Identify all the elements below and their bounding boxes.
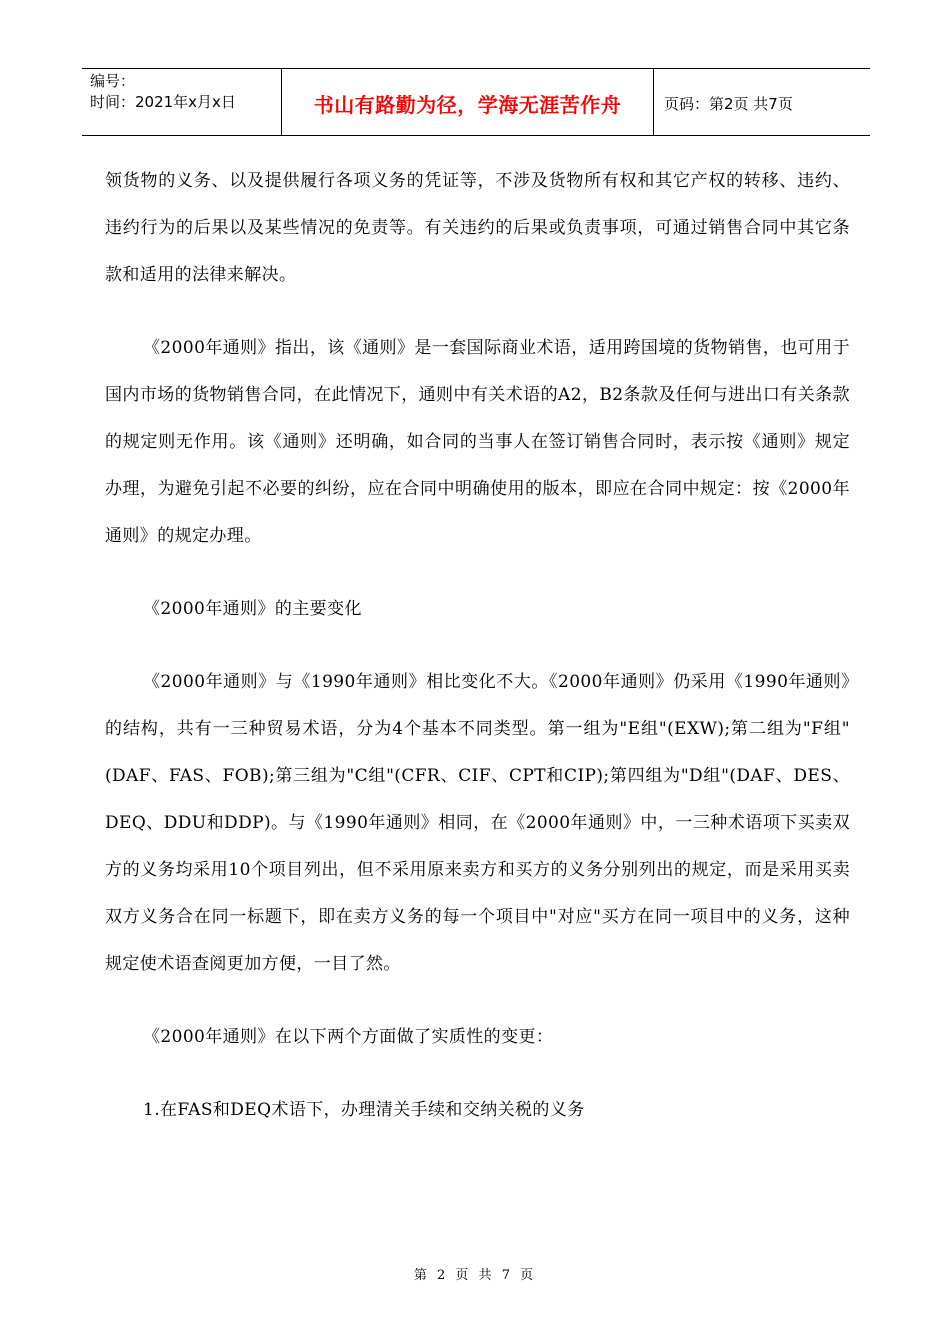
document-body <box>105 158 850 1134</box>
document-date: 时间：2021年x月x日 <box>90 93 236 111</box>
header-page-cell <box>654 69 870 135</box>
body-paragraph: 《2000年通则》指出，该《通则》是一套国际商业术语，适用跨国境的货物销售，也可用于国内市场的货物销售合同，在此情况下，通则中有关术语的A2，B2条款及任何与进出口有关条款的规定则无作用。该《通则》还明确，如合同的当事人在签订销售合同时，表示按《通则》规定办理，为避免引起不必要的纠纷，应在合同中明确使用的版本，即应在合同中规定：按《2000年通则》的规定办理。 <box>105 338 850 546</box>
document-header <box>82 68 870 136</box>
document-code-label: 编号： <box>90 72 136 90</box>
body-paragraph: 《2000年通则》与《1990年通则》相比变化不大。《2000年通则》仍采用《1990年通则》的结构，共有一三种贸易术语，分为4个基本不同类型。第一组为"E组"(EXW);第二组为"F组"(DAF、FAS、FOB);第三组为"C组"(CFR、CIF、CPT和CIP);第四组为"D组"(DAF、DES、DEQ、DDU和DDP)。与《1990年通则》相同，在《2000年通则》中，一三种术语项下买卖双方的义务均采用10个项目列出，但不采用原来卖方和买方的义务分别列出的规定，而是采用买卖双方义务合在同一标题下，即在卖方义务的每一个项目中"对应"买方在同一项目中的义务，这种规定使术语查阅更加方便，一目了然。 <box>105 672 850 974</box>
header-motto-cell <box>282 69 654 135</box>
header-left-cell <box>82 69 282 135</box>
header-motto: 书山有路勤为径，学海无涯苦作舟 <box>313 92 622 117</box>
section-heading: 《2000年通则》的主要变化 <box>143 599 362 619</box>
page-footer: 第 2 页 共 7 页 <box>413 1268 537 1283</box>
body-paragraph: 领货物的义务、以及提供履行各项义务的凭证等，不涉及货物所有权和其它产权的转移、违约、违约行为的后果以及某些情况的免责等。有关违约的后果或负责事项，可通过销售合同中其它条款和适用的法律来解决。 <box>105 171 850 285</box>
list-item: 1.在FAS和DEQ术语下，办理清关手续和交纳关税的义务 <box>143 1100 585 1120</box>
body-paragraph: 《2000年通则》在以下两个方面做了实质性的变更： <box>143 1027 554 1047</box>
header-page-info: 页码：第2页 共7页 <box>664 94 793 113</box>
